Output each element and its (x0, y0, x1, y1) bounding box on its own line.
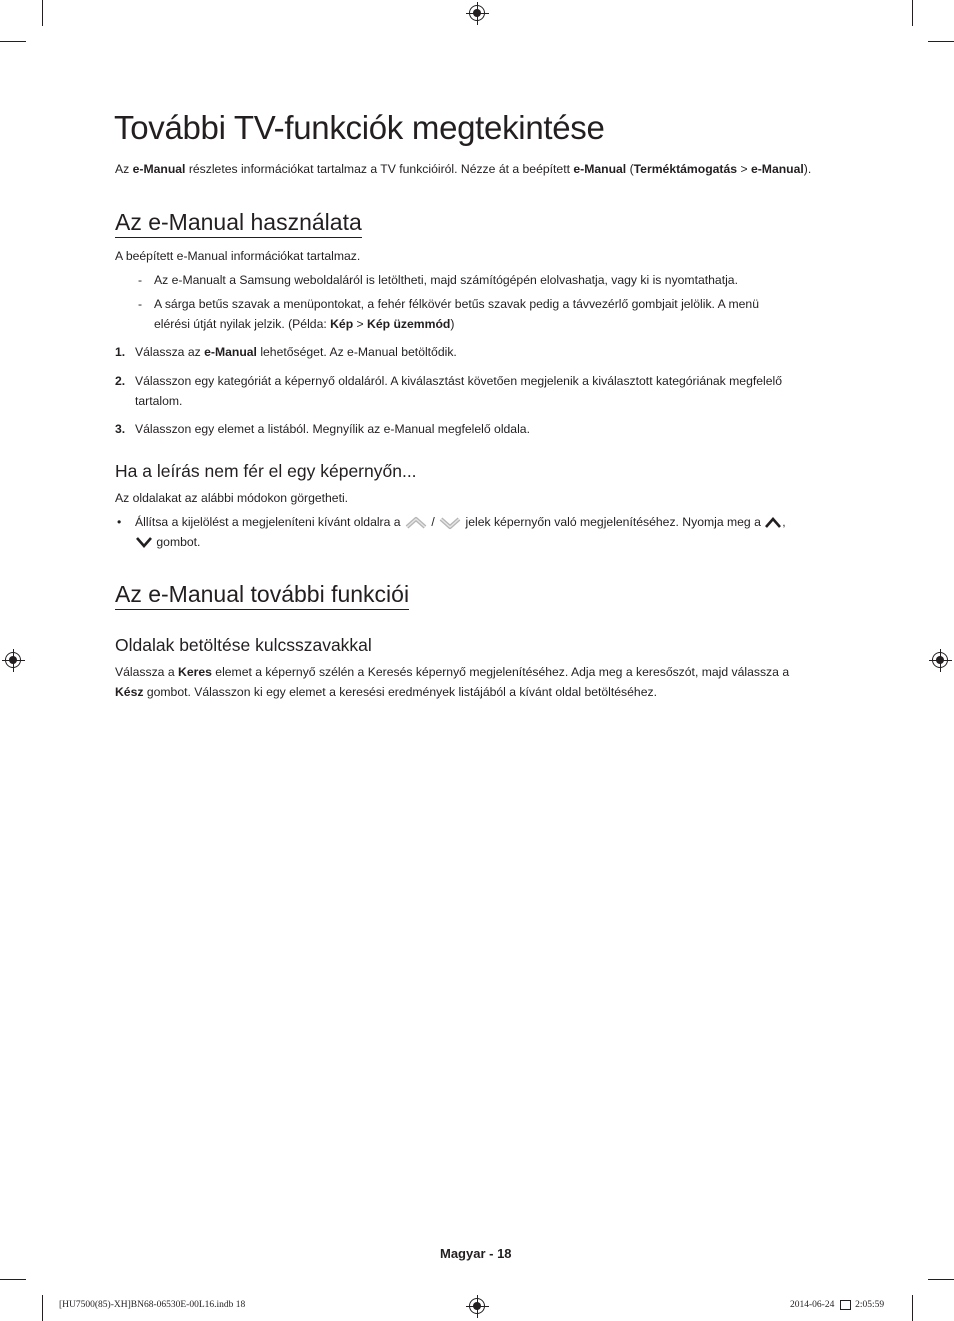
page-number: Magyar - 18 (440, 1246, 512, 1261)
crop-mark (42, 1295, 43, 1321)
registration-mark-icon (469, 1298, 485, 1314)
scroll-down-icon (438, 515, 462, 531)
e-manual-label: e-Manual (750, 162, 804, 176)
page-title: További TV-funkciók megtekintése (114, 109, 605, 146)
step-text: Válasszon egy kategóriát a képernyő oldaláról. A kiválasztást követően megjelenik a kiválasztott kategóriának megfelelő tartalom. (135, 374, 782, 408)
step-number: 2. (115, 374, 126, 388)
crop-mark (0, 41, 26, 42)
step-number: 1. (115, 345, 126, 359)
file-info: [HU7500(85)-XH]BN68-06530E-00L16.indb 18 (59, 1300, 246, 1310)
section-heading: Az e-Manual használata (115, 208, 362, 238)
step-number: 3. (115, 422, 126, 436)
section-intro: A beépített e-Manual információkat tartalmaz. (115, 249, 361, 263)
registration-mark-icon (5, 652, 21, 668)
dash-item: A sárga betűs szavak a menüpontokat, a fehér félkövér betűs szavak pedig a távvezérlő gombjait jelölik. A menü elérési útját nyilak jelzik. (Példa: Kép > Kép üzemmód) (154, 297, 759, 331)
down-arrow-icon (135, 535, 153, 549)
dash-item: Az e-Manualt a Samsung weboldaláról is letöltheti, majd számítógépén elolvashatja, vagy ki is nyomtathatja. (154, 273, 738, 287)
registration-mark-icon (469, 5, 485, 21)
bullet-marker: • (117, 515, 122, 529)
crop-mark (928, 41, 954, 42)
support-menu-label: Terméktámogatás (633, 162, 738, 176)
keyword-search-paragraph: Válassza a Keres elemet a képernyő szélén a Keresés képernyő megjelenítéséhez. Adja meg a keresőszót, majd válassza a Kész gombot. Válasszon ki egy elemet a keresési eredmények listájából a kívánt oldal betöltéséhez. (115, 665, 790, 699)
dash-marker: - (138, 273, 143, 287)
section-heading: Az e-Manual további funkciói (115, 580, 409, 610)
crop-mark (912, 1295, 913, 1321)
print-timestamp: 2014-06-24 2:05:59 (790, 1300, 885, 1311)
e-manual-label: e-Manual (573, 162, 627, 176)
subsection-intro: Az oldalakat az alábbi módokon görgetheti. (115, 491, 349, 505)
subsection-heading: Oldalak betöltése kulcsszavakkal (115, 635, 372, 655)
crop-mark (912, 0, 913, 26)
scroll-up-icon (404, 515, 428, 531)
up-arrow-icon (764, 516, 782, 530)
dash-marker: - (138, 297, 143, 311)
intro-paragraph: Az e-Manual részletes információkat tartalmaz a TV funkcióiról. Nézze át a beépített e-Manual (Terméktámogatás > e-Manual). (115, 162, 812, 176)
crop-mark (0, 1279, 26, 1280)
e-manual-label: e-Manual (132, 162, 186, 176)
crop-mark (928, 1279, 954, 1280)
crop-mark (42, 0, 43, 26)
registration-mark-icon (932, 652, 948, 668)
clock-icon (840, 1300, 851, 1310)
bullet-item: Állítsa a kijelölést a megjeleníteni kívánt oldalra a / jelek képernyőn való megjelenítéséhez. Nyomja meg a , gombot. (135, 515, 786, 549)
subsection-heading: Ha a leírás nem fér el egy képernyőn... (115, 461, 417, 481)
step-text: Válasszon egy elemet a listából. Megnyílik az e-Manual megfelelő oldala. (135, 422, 530, 436)
step-text: Válassza az e-Manual lehetőséget. Az e-Manual betöltődik. (135, 345, 457, 359)
